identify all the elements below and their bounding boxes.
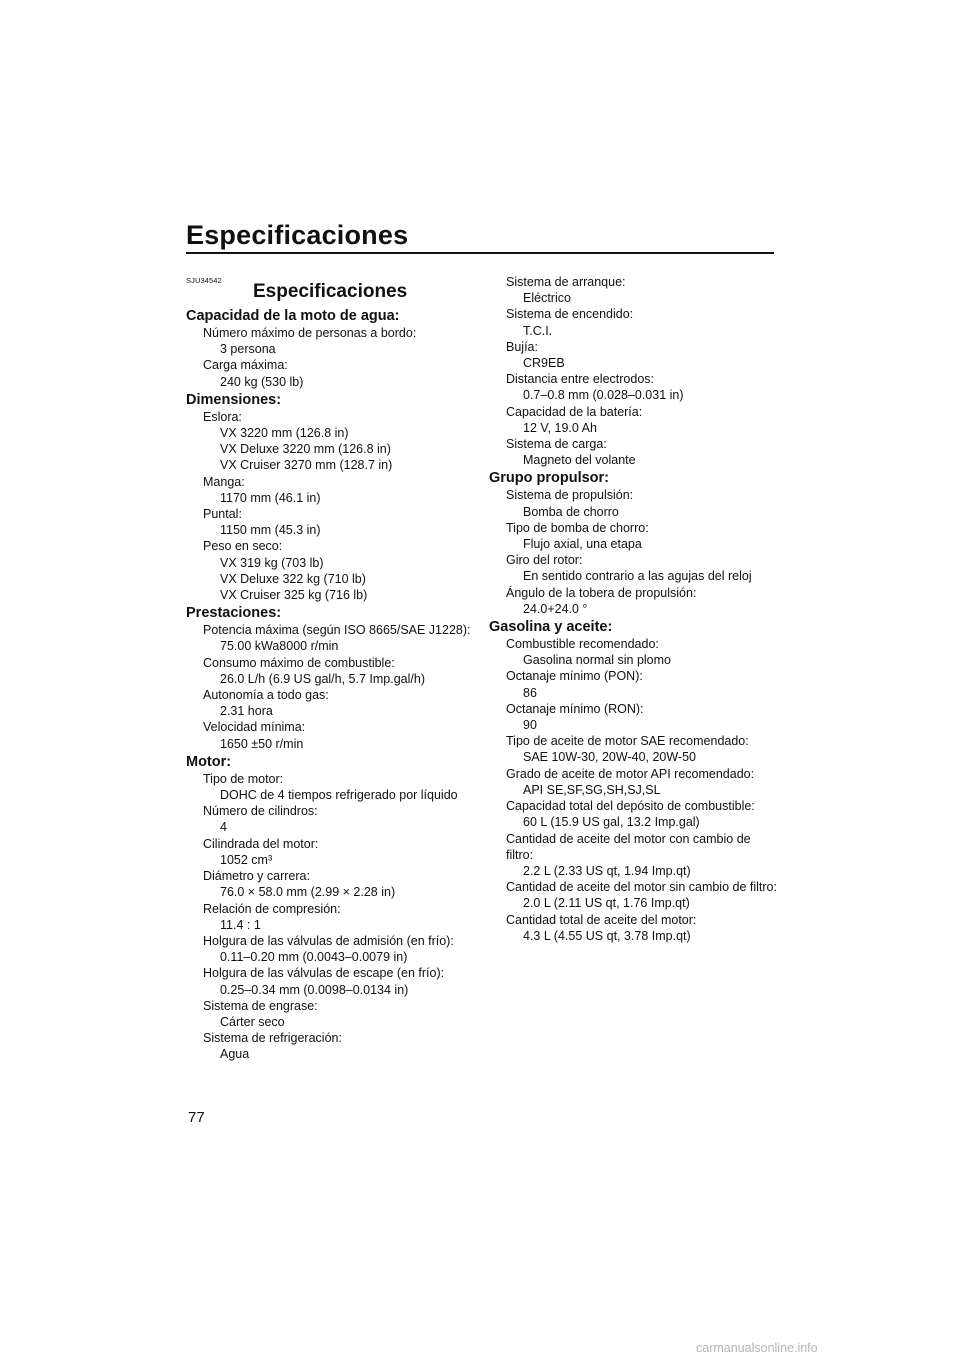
spec-value: T.C.I. xyxy=(523,323,553,338)
spec-value: 1052 cm³ xyxy=(220,852,273,867)
spec-value: SAE 10W-30, 20W-40, 20W-50 xyxy=(523,750,697,765)
section-title: Dimensiones: xyxy=(186,391,282,408)
spec-label: Potencia máxima (según ISO 8665/SAE J1228): xyxy=(203,623,471,638)
spec-value: DOHC de 4 tiempos refrigerado por líquido xyxy=(220,788,458,803)
spec-value: 2.2 L (2.33 US qt, 1.94 Imp.qt) xyxy=(523,863,691,878)
footer-watermark: carmanualsonline.info xyxy=(696,1341,818,1355)
right-column xyxy=(489,274,779,944)
document-code: SJU34542 xyxy=(186,276,222,285)
spec-label: Grado de aceite de motor API recomendado: xyxy=(506,766,755,781)
spec-label: Cantidad total de aceite del motor: xyxy=(506,912,697,927)
spec-label: Número máximo de personas a bordo: xyxy=(203,326,417,340)
spec-label: Autonomía a todo gas: xyxy=(203,688,329,703)
spec-value: API SE,SF,SG,SH,SJ,SL xyxy=(523,782,661,797)
section-title: Gasolina y aceite: xyxy=(489,619,613,636)
spec-label: Cantidad de aceite del motor con cambio de xyxy=(506,831,751,846)
spec-value: Bomba de chorro xyxy=(523,504,619,519)
spec-value: 26.0 L/h (6.9 US gal/h, 5.7 Imp.gal/h) xyxy=(220,671,425,686)
spec-value: 4.3 L (4.55 US qt, 3.78 Imp.qt) xyxy=(523,928,691,943)
spec-value: Magneto del volante xyxy=(523,453,636,468)
spec-value: 2.0 L (2.11 US qt, 1.76 Imp.qt) xyxy=(523,896,690,911)
left-spec-list xyxy=(186,307,476,1063)
spec-value: 24.0+24.0 ° xyxy=(523,601,588,616)
spec-label: Sistema de propulsión: xyxy=(506,488,634,503)
spec-value: 75.00 kWa8000 r/min xyxy=(220,639,339,654)
spec-label: Holgura de las válvulas de admisión (en frío): xyxy=(203,933,454,948)
spec-label: Tipo de motor: xyxy=(203,771,284,786)
spec-label: Ángulo de la tobera de propulsión: xyxy=(506,585,697,600)
section-title: Grupo propulsor: xyxy=(489,470,610,487)
spec-label: Combustible recomendado: xyxy=(506,637,659,652)
spec-label: Distancia entre electrodos: xyxy=(506,372,654,387)
spec-label: Peso en seco: xyxy=(203,539,283,554)
spec-label: Holgura de las válvulas de escape (en frío): xyxy=(203,966,445,981)
spec-label: Sistema de carga: xyxy=(506,437,607,452)
spec-label: Carga máxima: xyxy=(203,358,288,373)
spec-label: Bujía: xyxy=(506,339,538,354)
section-title: Capacidad de la moto de agua: xyxy=(186,308,400,324)
spec-value: 60 L (15.9 US gal, 13.2 Imp.gal) xyxy=(523,815,700,830)
spec-label: Diámetro y carrera: xyxy=(203,869,310,884)
spec-label: Giro del rotor: xyxy=(506,553,583,568)
spec-label: Octanaje mínimo (RON): xyxy=(506,701,644,716)
spec-label: Cilindrada del motor: xyxy=(203,836,319,851)
spec-value: Eléctrico xyxy=(523,291,571,306)
page-header-title: Especificaciones xyxy=(186,220,409,250)
spec-label: Tipo de aceite de motor SAE recomendado: xyxy=(506,734,749,749)
spec-label: Capacidad de la batería: xyxy=(506,404,643,419)
spec-value: 240 kg (530 lb) xyxy=(220,374,304,389)
spec-label: Sistema de arranque: xyxy=(506,275,626,289)
right-spec-list xyxy=(489,274,779,944)
spec-value: 1170 mm (46.1 in) xyxy=(220,490,321,505)
left-column xyxy=(186,276,476,1063)
spec-value: En sentido contrario a las agujas del reloj xyxy=(523,569,752,584)
spec-value: VX Cruiser 325 kg (716 lb) xyxy=(220,588,368,603)
spec-label: Capacidad total del depósito de combustible: xyxy=(506,799,755,814)
spec-value: 4 xyxy=(220,820,227,835)
spec-label: Sistema de refrigeración: xyxy=(203,1031,342,1046)
spec-value: VX 3220 mm (126.8 in) xyxy=(220,426,349,441)
spec-value: 1150 mm (45.3 in) xyxy=(220,523,321,538)
spec-value: CR9EB xyxy=(523,356,565,371)
spec-value: VX 319 kg (703 lb) xyxy=(220,555,324,570)
spec-label: Tipo de bomba de chorro: xyxy=(506,520,649,535)
header-rule xyxy=(186,252,774,254)
spec-value: Cárter seco xyxy=(220,1014,285,1029)
spec-value: 12 V, 19.0 Ah xyxy=(523,420,597,435)
spec-value: 1650 ±50 r/min xyxy=(220,736,304,751)
spec-value: Gasolina normal sin plomo xyxy=(523,653,671,668)
section-title: Motor: xyxy=(186,753,232,770)
spec-value: Agua xyxy=(220,1047,250,1062)
spec-value: Flujo axial, una etapa xyxy=(523,537,642,552)
main-heading: Especificaciones xyxy=(253,281,408,302)
spec-value: 11.4 : 1 xyxy=(220,917,261,932)
spec-value: 3 persona xyxy=(220,342,276,357)
spec-value: 90 xyxy=(523,718,537,733)
spec-value: 0.25–0.34 mm (0.0098–0.0134 in) xyxy=(220,982,409,997)
spec-label: Eslora: xyxy=(203,409,242,424)
spec-label: Puntal: xyxy=(203,507,242,522)
spec-value: VX Deluxe 322 kg (710 lb) xyxy=(220,571,366,586)
spec-label: Octanaje mínimo (PON): xyxy=(506,669,643,684)
spec-label: Número de cilindros: xyxy=(203,804,318,819)
spec-label: Sistema de engrase: xyxy=(203,998,318,1013)
spec-value: 0.11–0.20 mm (0.0043–0.0079 in) xyxy=(220,950,408,965)
spec-label: Sistema de encendido: xyxy=(506,307,634,322)
spec-value: 76.0 × 58.0 mm (2.99 × 2.28 in) xyxy=(220,885,396,900)
spec-value: VX Cruiser 3270 mm (128.7 in) xyxy=(220,458,393,473)
spec-label: filtro: xyxy=(506,847,534,862)
spec-value: 86 xyxy=(523,685,537,700)
spec-value: 2.31 hora xyxy=(220,704,273,719)
spec-label: Consumo máximo de combustible: xyxy=(203,655,395,670)
spec-label: Manga: xyxy=(203,474,245,489)
page-number: 77 xyxy=(188,1109,205,1126)
spec-value: 0.7–0.8 mm (0.028–0.031 in) xyxy=(523,388,684,403)
section-title: Prestaciones: xyxy=(186,605,282,622)
spec-value: VX Deluxe 3220 mm (126.8 in) xyxy=(220,442,391,457)
spec-label: Cantidad de aceite del motor sin cambio de filtro: xyxy=(506,880,777,895)
spec-label: Velocidad mínima: xyxy=(203,720,306,735)
spec-label: Relación de compresión: xyxy=(203,901,341,916)
